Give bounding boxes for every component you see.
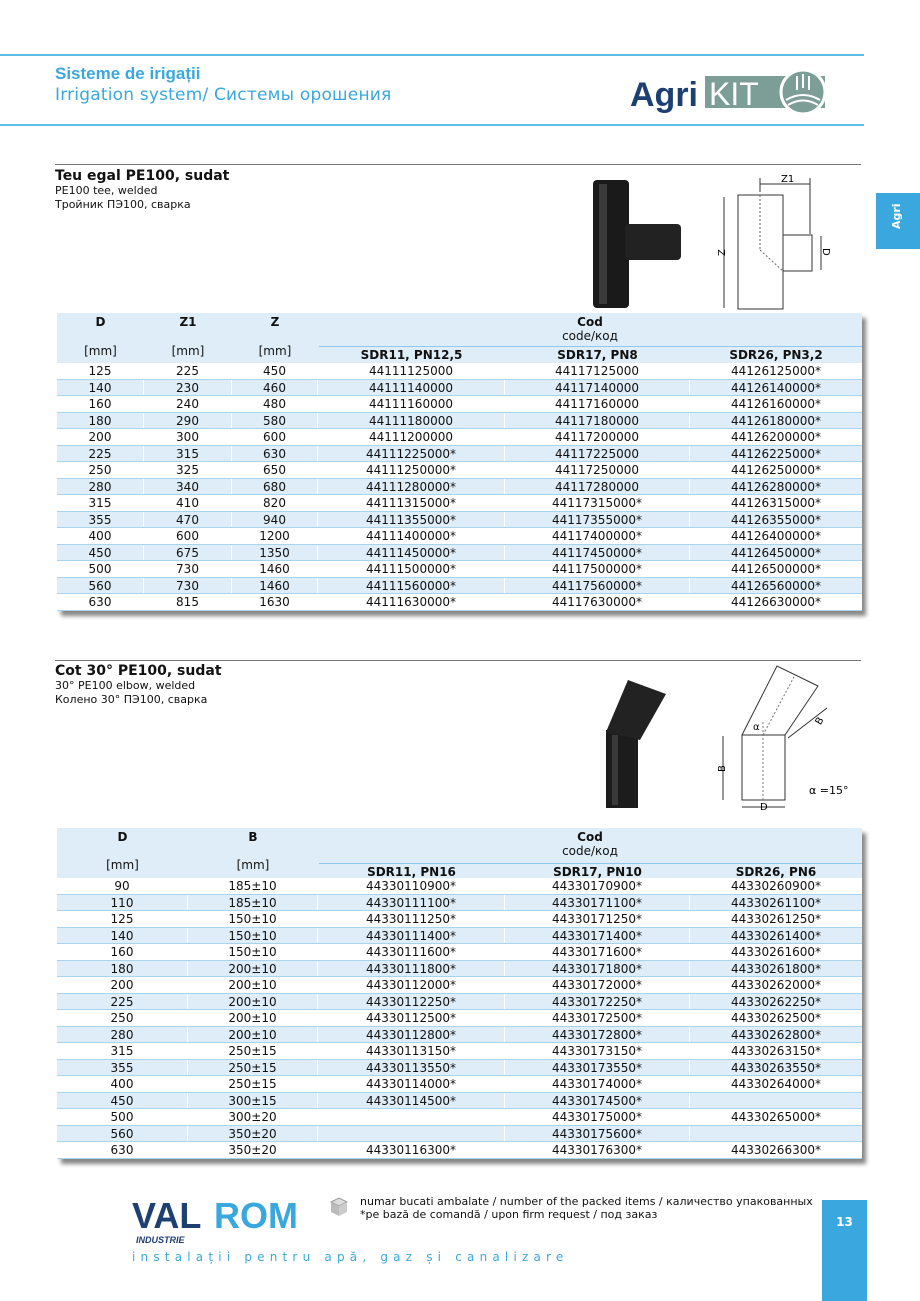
table-cell: 185±10 [188,895,318,911]
table-cell: 44330263150* [731,1044,821,1058]
table-cell: 44111180000 [318,413,505,429]
table-row [57,495,862,512]
table-body [57,363,862,611]
section1-subtitle-en: PE100 tee, welded [55,184,158,197]
table-cell: 44330174500* [505,1093,690,1109]
table-cell: 250±15 [188,1060,318,1076]
tee-table [57,313,862,611]
section1-title: Teu egal PE100, sudat [55,168,230,184]
table-cell: 450 [232,363,318,379]
table-cell: 44111450000* [318,545,505,561]
table-cell: 44126250000* [731,463,821,477]
table-cell: 225 [57,446,144,462]
table-cell: 44330113150* [318,1043,505,1059]
table-cell: 44111630000* [318,594,505,610]
col-code-sub: code/код [562,844,618,858]
table-cell: 44330175000* [505,1109,690,1125]
col-sdr17: SDR17, PN8 [557,348,638,362]
table-cell: 44330113550* [318,1060,505,1076]
table-cell [690,1126,862,1142]
table-cell: 200±10 [188,1027,318,1043]
table-row [57,1043,862,1060]
table-cell: 44330266300* [731,1143,821,1157]
table-header [57,828,862,878]
table-cell: 280 [57,479,144,495]
table-cell: 44330174000* [505,1076,690,1092]
table-cell: 300±20 [188,1109,318,1125]
table-cell: 44330111400* [318,928,505,944]
table-cell: 44330175600* [505,1126,690,1142]
table-cell: 680 [232,479,318,495]
col-sdr26: SDR26, PN6 [735,865,817,879]
table-cell [318,1126,505,1142]
table-cell: 630 [57,1142,188,1158]
table-row [57,878,862,895]
table-cell: 180 [57,413,144,429]
unit-z: [mm] [258,344,292,358]
tagline: instalații pentru apă, gaz și canalizare [132,1250,569,1264]
table-cell: 44330171400* [505,928,690,944]
table-cell: 355 [57,1060,188,1076]
table-cell: 44330114000* [318,1076,505,1092]
table-cell: 44330171800* [505,961,690,977]
elbow-table [57,828,862,1159]
table-cell: 730 [144,578,232,594]
table-cell: 44330111800* [318,961,505,977]
table-cell: 44330262800* [731,1027,821,1042]
table-cell: 250±15 [188,1043,318,1059]
table-cell: 44117630000* [505,594,690,610]
table-cell: 44111500000* [318,561,505,577]
table-cell: 450 [57,1093,188,1109]
table-cell: 650 [232,462,318,478]
table-cell: 44330112500* [318,1010,505,1026]
table-cell: 44111400000* [318,528,505,544]
table-row [57,1010,862,1027]
col-sdr17: SDR17, PN10 [553,865,642,879]
table-cell: 44111250000* [318,462,505,478]
table-cell: 44126140000* [731,380,821,395]
table-row [57,1093,862,1110]
section1-subtitle-ru: Тройник ПЭ100, сварка [55,198,191,211]
table-cell [690,1093,862,1109]
b-label: B [717,765,728,772]
svg-text:Agri: Agri [630,76,698,114]
table-cell: 480 [232,396,318,412]
table-cell: 44330172800* [505,1027,690,1043]
table-cell: 44330261800* [731,961,821,976]
table-row [57,578,862,595]
table-cell: 185±10 [188,878,318,894]
table-cell: 44330261600* [731,945,821,959]
table-cell: 400 [57,1076,188,1092]
table-cell: 44330260900* [731,879,821,893]
page-subtitle: Irrigation system/ Системы орошения [55,85,392,105]
unit-d: [mm] [84,344,117,358]
table-cell: 350±20 [188,1126,318,1142]
alpha-label: α [753,722,760,733]
tee-product-photo [585,180,685,310]
table-cell: 1200 [232,528,318,544]
table-cell: 44117450000* [505,545,690,561]
table-row [57,462,862,479]
table-cell: 44126225000* [731,446,821,461]
table-cell: 44117180000 [505,413,690,429]
table-cell: 44117355000* [505,512,690,528]
table-cell: 44330264000* [731,1077,821,1091]
table-cell: 44330262500* [731,1011,821,1025]
table-cell: 355 [57,512,144,528]
table-cell: 44111280000* [318,479,505,495]
box-icon [328,1194,350,1218]
table-row [57,413,862,430]
table-cell: 44117225000 [505,446,690,462]
table-cell: 140 [57,380,144,396]
table-cell: 44111315000* [318,495,505,511]
table-cell: 160 [57,944,188,960]
table-cell: 180 [57,961,188,977]
table-cell: 230 [144,380,232,396]
table-cell: 44330111100* [318,895,505,911]
table-cell: 44330261100* [731,895,821,910]
table-cell: 600 [232,429,318,445]
table-row [57,446,862,463]
table-cell: 44330173550* [505,1060,690,1076]
table-cell: 200 [57,429,144,445]
valrom-logo [132,1196,312,1246]
table-cell: 290 [144,413,232,429]
table-cell: 400 [57,528,144,544]
table-cell: 44126315000* [731,496,821,510]
table-cell: 240 [144,396,232,412]
svg-text:VAL: VAL [132,1196,202,1236]
table-row [57,911,862,928]
table-cell: 815 [144,594,232,610]
col-b: B [248,830,258,844]
table-row [57,994,862,1011]
table-header [57,313,862,363]
table-cell: 44111355000* [318,512,505,528]
table-cell: 250 [57,462,144,478]
table-cell: 820 [232,495,318,511]
table-cell: 44330172250* [505,994,690,1010]
table-cell: 325 [144,462,232,478]
col-code-sub: code/код [562,329,618,343]
table-cell: 44330112250* [318,994,505,1010]
table-row [57,1109,862,1126]
table-row [57,928,862,945]
table-cell: 450 [57,545,144,561]
table-cell: 44117140000 [505,380,690,396]
table-cell: 44330173150* [505,1043,690,1059]
table-cell: 300 [144,429,232,445]
table-row [57,479,862,496]
table-cell: 580 [232,413,318,429]
z-label: Z [717,249,728,256]
svg-text:ROM: ROM [214,1196,298,1236]
table-row [57,961,862,978]
table-cell: 225 [57,994,188,1010]
unit-d: [mm] [106,858,139,872]
side-tab-agri: Agri [876,193,920,249]
table-cell: 140 [57,928,188,944]
table-cell: 44126160000* [731,397,821,411]
table-cell: 600 [144,528,232,544]
table-cell: 150±10 [188,944,318,960]
table-cell: 44117400000* [505,528,690,544]
col-cod: Cod [577,315,603,329]
table-cell: 280 [57,1027,188,1043]
table-row [57,363,862,380]
table-cell: 350±20 [188,1142,318,1158]
table-body [57,878,862,1159]
table-cell: 44330261400* [731,928,821,943]
table-cell: 90 [57,878,188,894]
elbow-diagram [705,660,865,820]
table-row [57,396,862,413]
table-cell: 44126450000* [731,545,821,560]
page-title: Sisteme de irigații [55,64,201,83]
table-row [57,1076,862,1093]
table-cell [318,1109,505,1125]
table-row [57,1126,862,1143]
col-d: D [95,315,106,329]
table-cell: 44111125000 [318,363,505,379]
col-z: Z [270,315,280,329]
section2-title: Cot 30° PE100, sudat [55,663,222,679]
d-label-elbow: D [760,802,768,813]
table-cell: 44126200000* [731,430,821,444]
table-row [57,1060,862,1077]
tee-diagram [705,170,835,310]
table-cell: 44330171100* [505,895,690,911]
table-cell: 300±15 [188,1093,318,1109]
table-cell: 410 [144,495,232,511]
table-cell: 200 [57,977,188,993]
b-label-diag: B [813,715,827,727]
unit-b: [mm] [236,858,270,872]
table-cell: 940 [232,512,318,528]
table-cell: 1460 [232,578,318,594]
table-cell: 44111560000* [318,578,505,594]
table-cell: 315 [57,495,144,511]
table-cell: 44330172000* [505,977,690,993]
table-row [57,380,862,397]
col-sdr11: SDR11, PN16 [367,865,456,879]
table-cell: 44111200000 [318,429,505,445]
table-cell: 560 [57,1126,188,1142]
col-sdr26: SDR26, PN3,2 [729,348,823,362]
table-cell: 200±10 [188,977,318,993]
table-cell: 470 [144,512,232,528]
table-cell: 1630 [232,594,318,610]
section-rule [55,164,861,165]
table-cell: 630 [57,594,144,610]
table-row [57,594,862,611]
table-row [57,429,862,446]
table-cell: 225 [144,363,232,379]
agrikit-logo [630,68,835,114]
col-cod: Cod [577,830,603,844]
table-cell: 44330261250* [731,912,821,926]
table-cell: 730 [144,561,232,577]
table-cell: 630 [232,446,318,462]
table-cell: 44126500000* [731,562,821,576]
table-cell: 160 [57,396,144,412]
table-cell: 44126630000* [731,595,821,609]
table-cell: 150±10 [188,911,318,927]
table-cell: 125 [57,363,144,379]
table-cell: 44126180000* [731,413,821,428]
table-row [57,895,862,912]
elbow-product-photo [598,680,678,810]
table-cell: 44330263550* [731,1060,821,1075]
table-cell: 44330112000* [318,977,505,993]
table-cell: 44111140000 [318,380,505,396]
table-cell: 44117125000 [505,363,690,379]
table-cell: 44330176300* [505,1142,690,1158]
table-cell: 1460 [232,561,318,577]
table-cell: 44330171600* [505,944,690,960]
note-firm-request: *pe bază de comandă / upon firm request / под заказ [360,1208,658,1221]
table-cell: 44330110900* [318,878,505,894]
svg-text:INDUSTRIE: INDUSTRIE [136,1235,185,1245]
col-sdr11: SDR11, PN12,5 [360,348,463,362]
table-cell: 44330262000* [731,978,821,992]
table-cell: 44330171250* [505,911,690,927]
table-row [57,944,862,961]
note-packed-items: numar bucati ambalate / number of the packed items / каличество упакованных [360,1195,813,1208]
table-cell: 44111225000* [318,446,505,462]
table-cell: 44330265000* [731,1110,821,1124]
table-row [57,1027,862,1044]
table-cell: 44330116300* [318,1142,505,1158]
table-cell: 500 [57,1109,188,1125]
table-row [57,1142,862,1159]
table-cell: 44126560000* [731,578,821,593]
table-cell: 675 [144,545,232,561]
section2-subtitle-ru: Колено 30° ПЭ100, сварка [55,693,208,706]
table-cell: 44126400000* [731,529,821,543]
table-cell: 125 [57,911,188,927]
table-row [57,977,862,994]
col-d: D [117,830,128,844]
table-cell: 315 [144,446,232,462]
table-cell: 200±10 [188,961,318,977]
table-cell: 44117160000 [505,396,690,412]
page-number: 13 [822,1200,867,1301]
footer-notes [360,1195,813,1221]
table-cell: 500 [57,561,144,577]
table-cell: 44111160000 [318,396,505,412]
unit-z1: [mm] [171,344,205,358]
table-cell: 200±10 [188,994,318,1010]
table-cell: 460 [232,380,318,396]
table-cell: 110 [57,895,188,911]
svg-text:KIT: KIT [709,76,759,112]
table-cell: 44117315000* [505,495,690,511]
section2-subtitle-en: 30° PE100 elbow, welded [55,679,196,692]
table-cell: 315 [57,1043,188,1059]
z1-label: Z1 [781,174,795,185]
header-rule-top [0,54,864,56]
table-row [57,528,862,545]
table-cell: 44330111600* [318,944,505,960]
table-cell: 44126355000* [731,512,821,527]
table-cell: 150±10 [188,928,318,944]
table-cell: 250±15 [188,1076,318,1092]
table-cell: 44117500000* [505,561,690,577]
table-cell: 560 [57,578,144,594]
angle-label: α =15° [809,784,849,797]
d-label: D [820,248,831,256]
table-cell: 250 [57,1010,188,1026]
table-cell: 1350 [232,545,318,561]
table-row [57,512,862,529]
table-cell: 340 [144,479,232,495]
table-cell: 200±10 [188,1010,318,1026]
table-cell: 44330170900* [505,878,690,894]
header-rule-bottom [0,124,864,126]
table-cell: 44117250000 [505,462,690,478]
table-cell: 44126125000* [731,364,821,378]
table-cell: 44117560000* [505,578,690,594]
table-cell: 44330172500* [505,1010,690,1026]
table-row [57,545,862,562]
table-cell: 44330112800* [318,1027,505,1043]
table-cell: 44330262250* [731,994,821,1009]
table-cell: 44117200000 [505,429,690,445]
table-cell: 44330114500* [318,1093,505,1109]
table-cell: 44330111250* [318,911,505,927]
table-cell: 44117280000 [505,479,690,495]
table-cell: 44126280000* [731,479,821,494]
table-row [57,561,862,578]
col-z1: Z1 [179,315,197,329]
